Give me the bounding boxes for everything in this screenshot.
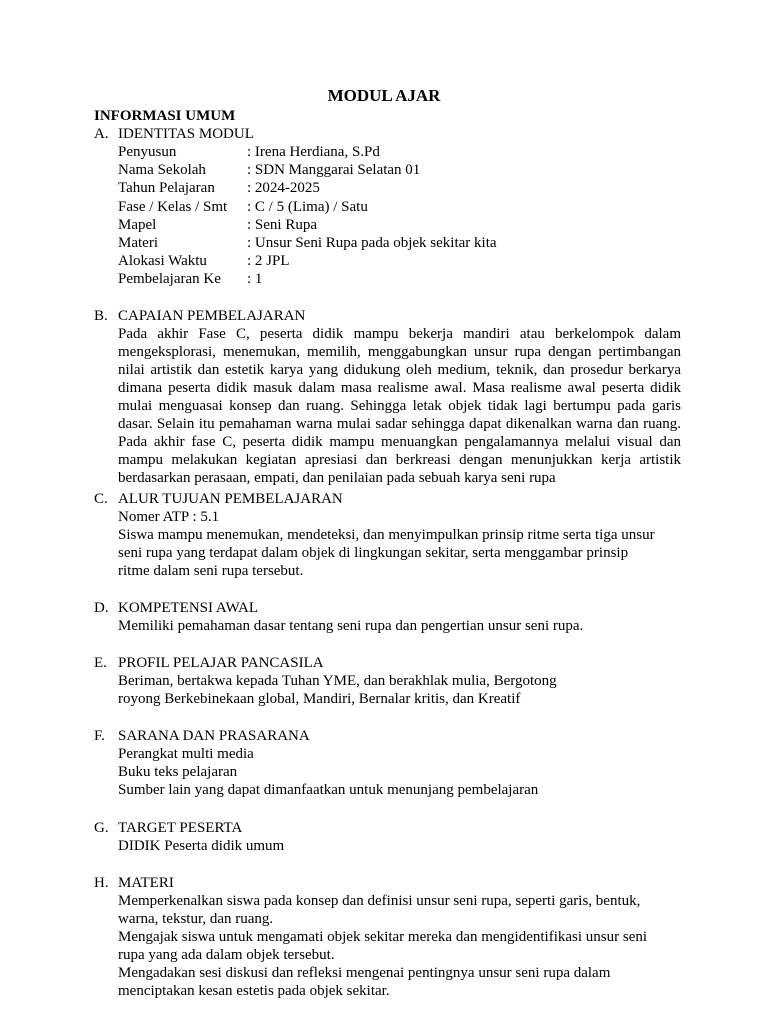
list-item: Buku teks pelajaran xyxy=(118,764,238,780)
body-line: seni rupa yang terdapat dalam objek di lingkungan sekitar, serta menggambar prinsip xyxy=(118,545,629,561)
identity-value: : Irena Herdiana, S.Pd xyxy=(247,144,380,160)
identity-value: : Unsur Seni Rupa pada objek sekitar kita xyxy=(247,234,497,251)
section-body xyxy=(118,672,681,708)
list-item: Perangkat multi media xyxy=(118,746,254,762)
identity-row xyxy=(118,179,681,197)
body-line: menciptakan kesan estetis pada objek sekitar. xyxy=(118,983,390,999)
body-line: Memperkenalkan siswa pada konsep dan definisi unsur seni rupa, seperti garis, bentuk, xyxy=(118,893,641,909)
section-body xyxy=(118,745,681,799)
identity-row xyxy=(118,143,681,161)
identity-label: Materi xyxy=(118,234,158,251)
section-letter: D. xyxy=(94,600,109,616)
body-line: royong Berkebinekaan global, Mandiri, Bernalar kritis, dan Kreatif xyxy=(118,691,521,707)
body-line: Mengajak siswa untuk mengamati objek sekitar mereka dan mengidentifikasi unsur seni xyxy=(118,929,648,945)
section-letter: F. xyxy=(94,728,105,744)
section-title: KOMPETENSI AWAL xyxy=(118,600,259,616)
body-line: Memiliki pemahaman dasar tentang seni rupa dan pengertian unsur seni rupa. xyxy=(118,618,584,634)
section-body xyxy=(118,617,681,635)
section-letter: E. xyxy=(94,655,107,671)
section-letter: A. xyxy=(94,126,109,142)
body-line: DIDIK Peserta didik umum xyxy=(118,838,285,854)
section-title: MATERI xyxy=(118,875,174,891)
body-line: Mengadakan sesi diskusi dan refleksi mengenai pentingnya unsur seni rupa dalam xyxy=(118,965,611,981)
identity-value: : C / 5 (Lima) / Satu xyxy=(247,198,368,215)
section-title: CAPAIAN PEMBELAJARAN xyxy=(118,308,306,324)
section-body xyxy=(118,508,681,580)
identity-row xyxy=(118,216,681,234)
identity-label: Nama Sekolah xyxy=(118,162,206,179)
section-title: SARANA DAN PRASARANA xyxy=(118,728,310,744)
section-body xyxy=(118,892,681,1000)
identity-value: : 1 xyxy=(247,271,263,288)
atp-number: Nomer ATP : 5.1 xyxy=(118,509,220,525)
identity-row xyxy=(118,198,681,216)
capaian-paragraph: Pada akhir Fase C, peserta didik mampu bekerja mandiri atau berkelompok dalam mengeksplorasi, menemukan, memilih, menggabungkan unsur rupa dengan pertimbangan nilai artistik dan estetik karya yang didukung oleh medium, teknik, dan prosedur berkarya dimana peserta didik masuk dalam masa realisme awal. Masa realisme awal peserta didik mulai menguasai konsep dan ruang. Sehingga letak objek tidak lagi bertumpu pada garis dasar. Selain itu pemahaman warna mulai sadar sehingga dapat dikenalkan warna dan ruang. Pada akhir fase C, peserta didik mampu menuangkan pengalamannya melalui visual dan mampu melakukan kegiatan apresiasi dan berkreasi dengan menunjukkan kerja artistik berdasarkan perasaan, empati, dan penilaian pada sebuah karya seni rupa xyxy=(118,326,681,486)
identity-row xyxy=(118,234,681,252)
identity-value: : SDN Manggarai Selatan 01 xyxy=(247,162,421,179)
section-letter: B. xyxy=(94,308,108,324)
identity-label: Alokasi Waktu xyxy=(118,253,207,270)
section-title: IDENTITAS MODUL xyxy=(118,126,254,142)
identity-row xyxy=(118,252,681,270)
section-letter: C. xyxy=(94,491,108,507)
identity-label: Tahun Pelajaran xyxy=(118,180,215,197)
identity-table xyxy=(118,143,681,289)
body-line: Beriman, bertakwa kepada Tuhan YME, dan berakhlak mulia, Bergotong xyxy=(118,673,557,689)
identity-value: : Seni Rupa xyxy=(247,216,317,233)
body-line: Siswa mampu menemukan, mendeteksi, dan menyimpulkan prinsip ritme serta tiga unsur xyxy=(118,527,655,543)
identity-row xyxy=(118,161,681,179)
identity-label: Pembelajaran Ke xyxy=(118,271,221,288)
identity-label: Mapel xyxy=(118,216,157,233)
section-title: TARGET PESERTA xyxy=(118,820,243,836)
identity-label: Penyusun xyxy=(118,144,177,160)
identity-row xyxy=(118,270,681,288)
body-line: rupa yang ada dalam objek tersebut. xyxy=(118,947,335,963)
section-title: ALUR TUJUAN PEMBELAJARAN xyxy=(118,491,343,507)
document-title: MODUL AJAR xyxy=(327,86,441,105)
body-line: warna, tekstur, dan ruang. xyxy=(118,911,274,927)
section-body xyxy=(118,837,681,855)
identity-value: : 2024-2025 xyxy=(247,180,320,197)
body-line: ritme dalam seni rupa tersebut. xyxy=(118,563,304,579)
identity-value: : 2 JPL xyxy=(247,253,290,270)
list-item: Sumber lain yang dapat dimanfaatkan untuk menunjang pembelajaran xyxy=(118,782,539,798)
info-heading: INFORMASI UMUM xyxy=(94,108,236,124)
identity-label: Fase / Kelas / Smt xyxy=(118,198,228,215)
section-letter: G. xyxy=(94,820,109,836)
section-letter: H. xyxy=(94,875,109,891)
section-title: PROFIL PELAJAR PANCASILA xyxy=(118,655,324,671)
